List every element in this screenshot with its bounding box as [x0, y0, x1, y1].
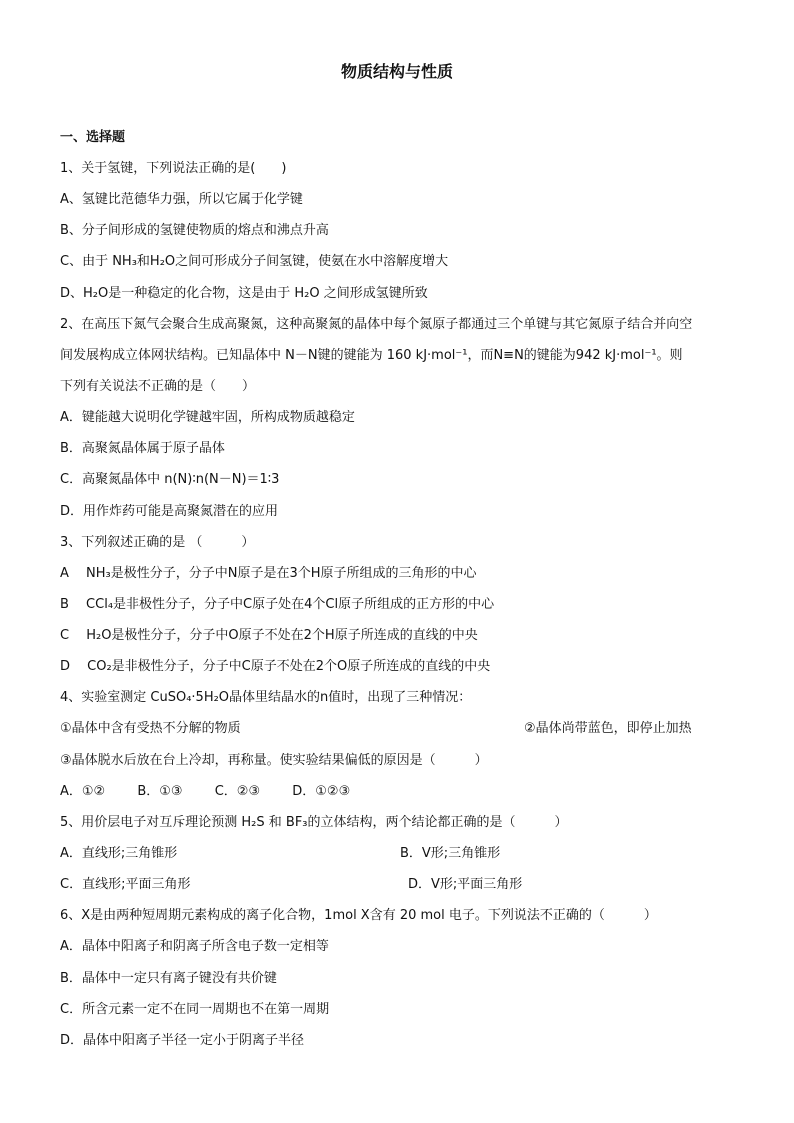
question-6-option-c: C．所含元素一定不在同一周期也不在第一周期: [60, 1002, 330, 1017]
question-6-option-a: A．晶体中阳离子和阴离子所含电子数一定相等: [60, 939, 329, 954]
question-3-option-c: C H₂O是极性分子，分子中O原子不处在2个H原子所连成的直线的中央: [60, 628, 478, 643]
question-1-option-d: D、H₂O是一种稳定的化合物，这是由于 H₂O 之间形成氢键所致: [60, 286, 428, 301]
question-2-stem-line2: 间发展构成立体网状结构。已知晶体中 N－N键的键能为 160 kJ·mol⁻¹，而N≡N的键能为942 kJ·mol⁻¹。则: [60, 348, 683, 363]
question-5-option-d: D．V形;平面三角形: [408, 877, 523, 892]
question-1-option-c: C、由于 NH₃和H₂O之间可形成分子间氢键，使氨在水中溶解度增大: [60, 254, 449, 269]
question-1-option-b: B、分子间形成的氢键使物质的熔点和沸点升高: [60, 223, 329, 238]
question-5-option-b: B．V形;三角锥形: [400, 846, 501, 861]
question-4-stem: 4、实验室测定 CuSO₄·5H₂O晶体里结晶水的n值时，出现了三种情况：: [60, 690, 472, 705]
question-1-option-a: A、氢键比范德华力强，所以它属于化学键: [60, 192, 303, 207]
question-3-option-d: D CO₂是非极性分子，分子中C原子不处在2个O原子所连成的直线的中央: [60, 659, 491, 674]
question-3-stem: 3、下列叙述正确的是 （ ）: [60, 535, 255, 550]
question-6-option-b: B．晶体中一定只有离子键没有共价键: [60, 971, 277, 986]
question-2-option-c: C．高聚氮晶体中 n(N)∶n(N－N)＝1∶3: [60, 472, 280, 487]
question-2-option-b: B．高聚氮晶体属于原子晶体: [60, 441, 225, 456]
question-4-option-a: A．①②: [60, 784, 106, 799]
question-4-option-c: C．②③: [214, 784, 261, 799]
question-6-stem: 6、X是由两种短周期元素构成的离子化合物，1mol X含有 20 mol 电子。下列说法不正确的（ ）: [60, 908, 657, 923]
question-2-stem-line3: 下列有关说法不正确的是（ ）: [60, 379, 256, 394]
question-6-option-d: D．晶体中阳离子半径一定小于阴离子半径: [60, 1033, 305, 1048]
question-5-stem: 5、用价层电子对互斥理论预测 H₂S 和 BF₃的立体结构，两个结论都正确的是（ ）: [60, 815, 568, 830]
question-4-option-b: B．①③: [137, 784, 183, 799]
question-4-case-3: ③晶体脱水后放在台上冷却，再称量。使实验结果偏低的原因是（ ）: [60, 753, 488, 768]
question-1-stem: 1、关于氢键，下列说法正确的是( ): [60, 161, 287, 176]
question-3-option-a: A NH₃是极性分子，分子中N原子是在3个H原子所组成的三角形的中心: [60, 566, 477, 581]
question-3-option-b: B CCl₄是非极性分子，分子中C原子处在4个Cl原子所组成的正方形的中心: [60, 597, 495, 612]
question-2-option-d: D．用作炸药可能是高聚氮潜在的应用: [60, 504, 279, 519]
question-5-option-a: A．直线形;三角锥形: [60, 846, 178, 861]
question-2-option-a: A．键能越大说明化学键越牢固，所构成物质越稳定: [60, 410, 355, 425]
question-4-options: [60, 782, 750, 802]
question-5-option-c: C．直线形;平面三角形: [60, 877, 191, 892]
question-4-case-1: ①晶体中含有受热不分解的物质: [60, 721, 241, 736]
question-2-stem-line1: 2、在高压下氮气会聚合生成高聚氮，这种高聚氮的晶体中每个氮原子都通过三个单键与其它氮原子结合并向空: [60, 317, 693, 332]
question-4-option-d: D．①②③: [292, 784, 351, 799]
page-title: 物质结构与性质: [340, 62, 453, 81]
question-4-case-2: ②晶体尚带蓝色，即停止加热: [524, 721, 692, 736]
section-heading: 一、选择题: [60, 130, 126, 145]
